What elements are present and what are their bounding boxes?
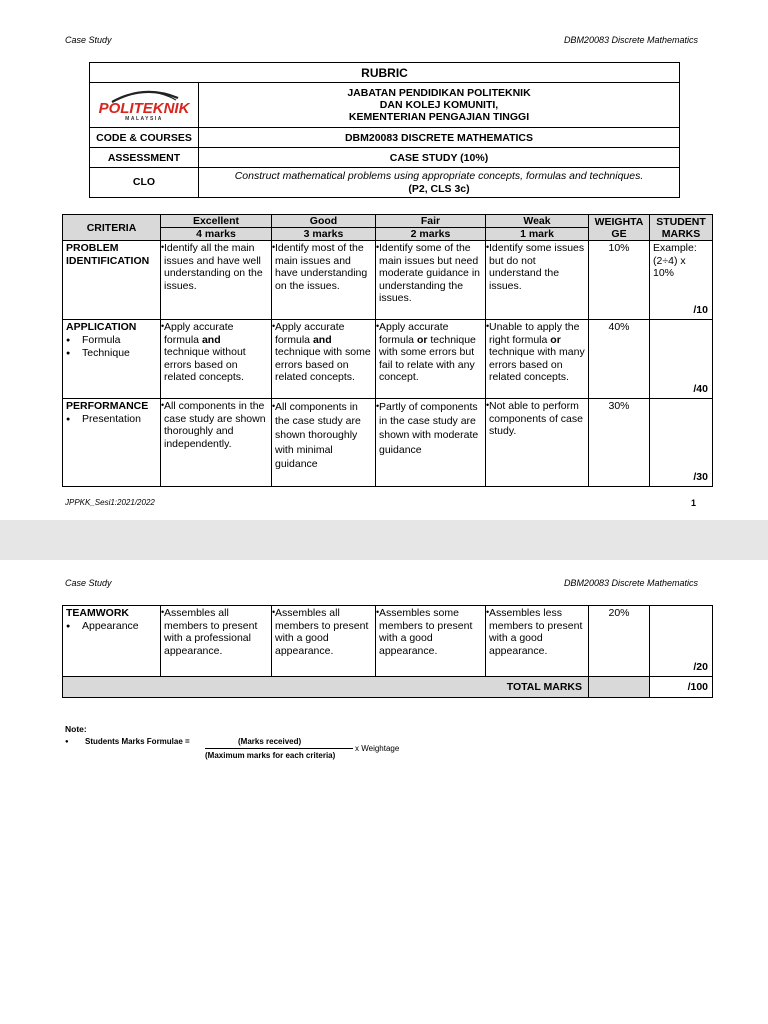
fair-header: Fair [376,215,486,228]
marks-out-of: /30 [693,471,708,484]
good-cell: • Identify most of the main issues and have understanding on the issues. [272,241,376,320]
criteria-cell [63,241,161,320]
fair-cell [376,320,486,399]
running-header-left: Case Study [65,35,112,45]
marks-out-of: /20 [693,661,708,674]
code-courses-label: CODE & COURSES [90,128,199,148]
criteria-subitem: ● Technique [66,347,157,361]
weak-cell [486,320,589,399]
weightage-cell: 20% [589,606,650,677]
criteria-name: PERFORMANCE [66,400,149,412]
cell-text: Apply accurate formula [379,321,449,346]
cell-text: Unable to apply the right formula [489,321,580,346]
institution-name [199,83,680,128]
fair-cell: • Partly of components in the case study are shown with moderate guidance [376,399,486,487]
institution-line-1: JABATAN PENDIDIKAN POLITEKNIK [347,87,531,99]
running-header-right: DBM20083 Discrete Mathematics [563,35,698,45]
cell-text: technique with some errors based on related concepts. [275,346,371,384]
assessment-label: ASSESSMENT [90,148,199,168]
fair-cell: • Identify some of the main issues but need moderate guidance in understanding the issues. [376,241,486,320]
bullet-icon: ● [65,739,69,745]
student-marks-header: STUDENT MARKS [650,215,713,241]
student-marks-cell [650,399,713,487]
clo-code: (P2, CLS 3c) [408,182,470,195]
criteria-name: TEAMWORK [66,607,129,619]
criteria-header: CRITERIA [63,215,161,241]
marks-out-of: /10 [693,304,708,317]
weak-marks-header: 1 mark [486,228,589,241]
criteria-subitem: ● Presentation [66,413,157,427]
running-header-left: Case Study [65,578,112,588]
fraction-line [205,748,353,749]
rubric-table [62,214,713,487]
running-header-right: DBM20083 Discrete Mathematics [563,578,698,588]
table-row [63,320,713,399]
politeknik-logo [92,88,196,122]
student-marks-cell [650,241,713,320]
footer-page-number: 1 [690,498,696,508]
weak-cell: • Identify some issues but do not understand the issues. [486,241,589,320]
excellent-marks-header: 4 marks [161,228,272,241]
weak-header: Weak [486,215,589,228]
institution-line-2: DAN KOLEJ KOMUNITI, [379,99,499,111]
formula-denominator: (Maximum marks for each criteria) [205,751,336,760]
marks-out-of: /40 [693,383,708,396]
institution-line-3: KEMENTERIAN PENGAJIAN TINGGI [348,111,530,123]
cell-emphasis: or [416,333,428,346]
good-cell: • All components in the case study are shown thoroughly with minimal guidance [272,399,376,487]
cell-emphasis: and [312,333,332,346]
logo-wordmark: POLITEKNIK [98,100,190,117]
formula-label: Students Marks Formulae = [85,737,190,746]
rubric-table-continued [62,605,713,698]
weightage-cell: 30% [589,399,650,487]
weak-cell: • Assembles less members to present with a good appearance. [486,606,589,677]
excellent-cell: • Assembles all members to present with a professional appearance. [161,606,272,677]
excellent-header: Excellent [161,215,272,228]
total-marks-value: /100 [650,677,713,698]
code-courses-value: DBM20083 DISCRETE MATHEMATICS [199,128,680,148]
logo-subtext: MALAYSIA [125,116,163,122]
cell-text: Apply accurate formula [275,321,345,346]
assessment-value: CASE STUDY (10%) [199,148,680,168]
cell-text: technique with some errors but fail to relate with any concept. [379,333,476,384]
formula-numerator: (Marks received) [238,737,302,746]
clo-text: Construct mathematical problems using appropriate concepts, formulas and techniques. [234,169,644,182]
good-cell [272,320,376,399]
fair-marks-header: 2 marks [376,228,486,241]
good-cell: • Assembles all members to present with a good appearance. [272,606,376,677]
weak-cell: • Not able to perform components of case study. [486,399,589,487]
good-header: Good [272,215,376,228]
good-marks-header: 3 marks [272,228,376,241]
clo-label: CLO [90,168,199,198]
table-row [63,241,713,320]
rubric-info-table [89,62,680,198]
excellent-cell [161,320,272,399]
total-marks-label: TOTAL MARKS [63,677,589,698]
rubric-title: RUBRIC [90,63,680,83]
formula-multiplier: x Weightage [355,744,400,753]
criteria-subitem: ● Formula [66,334,157,348]
criteria-cell [63,399,161,487]
cell-emphasis: or [550,333,561,346]
criteria-name: PROBLEM IDENTIFICATION [66,242,150,267]
cell-text: technique with many errors based on related concepts. [489,346,585,384]
table-row [63,606,713,677]
total-weightage-cell [589,677,650,698]
excellent-cell: • Identify all the main issues and have well understanding on the issues. [161,241,272,320]
criteria-name: APPLICATION [66,321,137,333]
fair-cell: • Assembles some members to present with a good appearance. [376,606,486,677]
logo-cell [90,83,199,128]
weightage-header: WEIGHTA GE [589,215,650,241]
marks-example: Example: (2÷4) x 10% [653,242,697,280]
weightage-cell: 10% [589,241,650,320]
table-row [63,399,713,487]
student-marks-cell [650,320,713,399]
criteria-cell [63,320,161,399]
cell-emphasis: and [201,333,221,346]
excellent-cell: • All components in the case study are shown thoroughly and independently. [161,399,272,487]
cell-text: Apply accurate formula [164,321,234,346]
marks-formula [65,737,515,767]
student-marks-cell [650,606,713,677]
footer-session: JPPKK_Sesi1:2021/2022 [65,498,155,507]
total-row [63,677,713,698]
note-title: Note: [65,724,87,734]
weightage-cell: 40% [589,320,650,399]
criteria-subitem: ● Appearance [66,620,157,634]
clo-value [199,168,680,198]
cell-text: technique without errors based on related concepts. [164,346,246,384]
page-gap [0,520,768,560]
criteria-cell [63,606,161,677]
